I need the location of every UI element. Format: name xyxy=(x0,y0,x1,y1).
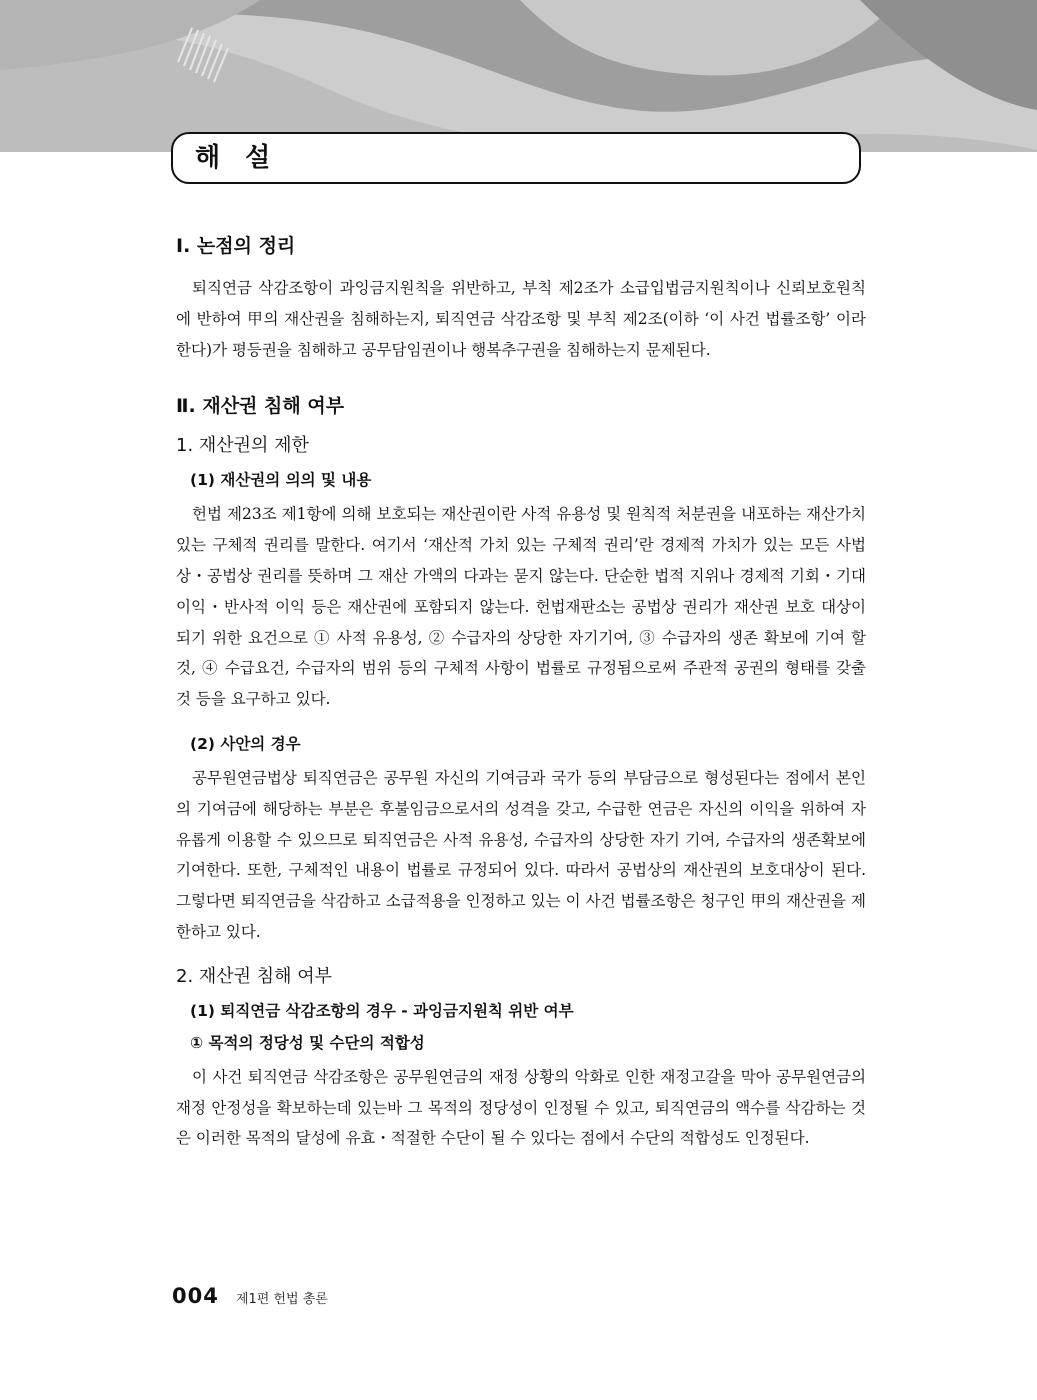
chapter-label: 제1편 헌법 총론 xyxy=(235,1292,328,1307)
item-heading-reduction: (1) 퇴직연금 삭감조항의 경우 - 과잉금지원칙 위반 여부 xyxy=(190,1001,574,1020)
section-1-paragraph: 퇴직연금 삭감조항이 과잉금지원칙을 위반하고, 부칙 제2조가 소급입법금지원칙이나 신뢰보호원칙에 반하여 甲의 재산권을 침해하는지, 퇴직연금 삭감조항 및 부칙 제2조(이하 ‘이 사건 법률조항’ 이라 한다)가 평등권을 침해하고 공무담임권이나 행복추구권을 침해하는지 문제된다. xyxy=(176,279,866,359)
item-heading-case: (2) 사안의 경우 xyxy=(190,734,301,753)
page-title: 해 설 xyxy=(195,143,279,173)
title-box xyxy=(171,132,861,184)
page-footer xyxy=(172,1284,328,1308)
item-paragraph-purpose: 이 사건 퇴직연금 삭감조항은 공무원연금의 재정 상황의 악화로 인한 재정고갈을 막아 공무원연금의 재정 안정성을 확보하는데 있는바 그 목적의 정당성이 인정될 수 있고, 퇴직연금의 액수를 삭감하는 것은 이러한 목적의 달성에 유효・적절한 수단이 될 수 있다는 점에서 수단의 적합성도 인정된다. xyxy=(176,1067,866,1148)
subsection-heading-2: 2. 재산권 침해 여부 xyxy=(176,965,333,987)
item-paragraph-case: 공무원연금법상 퇴직연금은 공무원 자신의 기여금과 국가 등의 부담금으로 형성된다는 점에서 본인의 기여금에 해당하는 부분은 후불임금으로서의 성격을 갖고, 수급한 연금은 자신의 이익을 위하여 자유롭게 이용할 수 있으므로 퇴직연금은 사적 유용성, 수급자의 상당한 자기 기여, 수급자의 생존확보에 기여한다. 또한, 구체적인 내용이 법률로 규정되어 있다. 따라서 공법상의 재산권의 보호대상이 된다. 그렇다면 퇴직연금을 삭감하고 소급적용을 인정하고 있는 이 사건 법률조항은 청구인 甲의 재산권을 제한하고 있다. xyxy=(176,768,866,941)
section-heading-2: Ⅱ. 재산권 침해 여부 xyxy=(176,395,345,418)
section-heading-1: Ⅰ. 논점의 정리 xyxy=(176,235,296,257)
item-paragraph-meaning: 헌법 제23조 제1항에 의해 보호되는 재산권이란 사적 유용성 및 원칙적 처분권을 내포하는 재산가치 있는 구체적 권리를 말한다. 여기서 ‘재산적 가치 있는 구체적 권리’란 경제적 가치가 있는 모든 사법상・공법상 권리를 뜻하며 그 재산 가액의 다과는 묻지 않는다. 단순한 법적 지위나 경제적 기회・기대이익・반사적 이익 등은 재산권에 포함되지 않는다. 헌법재판소는 공법상 권리가 재산권 보호 대상이 되기 위한 요건으로 ① 사적 유용성, ② 수급자의 상당한 자기기여, ③ 수급자의 생존 확보에 기여 할 것, ④ 수급요건, 수급자의 범위 등의 구체적 사항이 법률로 규정됨으로써 주관적 공권의 형태를 갖출 것 등을 요구하고 있다. xyxy=(176,505,866,709)
item-heading-purpose: ① 목적의 정당성 및 수단의 적합성 xyxy=(190,1033,425,1052)
main-content xyxy=(176,233,866,1154)
subsection-heading-1: 1. 재산권의 제한 xyxy=(176,435,309,457)
page-number: 004 xyxy=(172,1284,219,1308)
item-heading-meaning: (1) 재산권의 의의 및 내용 xyxy=(190,471,372,490)
